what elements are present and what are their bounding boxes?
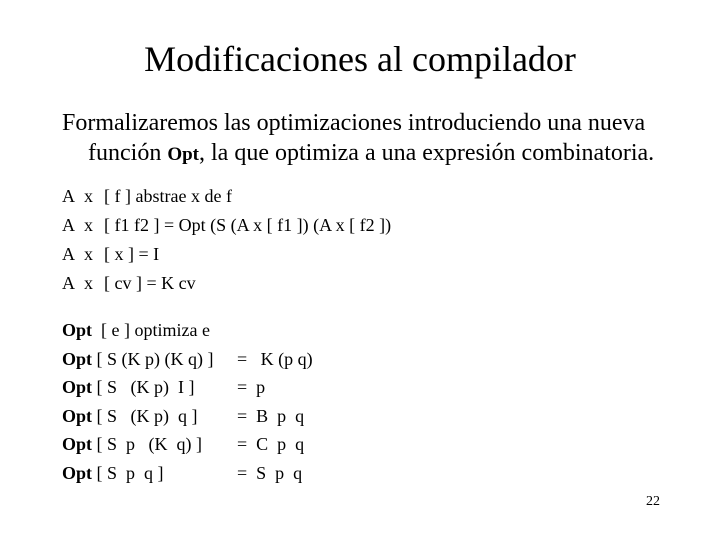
opt-rule-rhs: = B p q: [237, 405, 305, 426]
opt-keyword: Opt: [62, 462, 93, 483]
rule-x: x: [84, 273, 93, 293]
opt-rule-lhs: [ S p q ]: [92, 462, 164, 483]
rule-a: A: [62, 186, 75, 206]
intro-line-2-after: , la que optimiza a una expresión combinatoria.: [199, 140, 655, 166]
opt-header: [62, 316, 313, 345]
page-number: 22: [646, 494, 660, 509]
rule-a: A: [62, 273, 75, 293]
rule-body: [ cv ] = K cv: [104, 273, 196, 293]
abstraction-rule: [62, 240, 391, 269]
opt-keyword: Opt: [62, 320, 93, 340]
intro-line-2: [62, 138, 682, 170]
rule-x: x: [84, 186, 93, 206]
slide-title: Modificaciones al compilador: [144, 39, 576, 79]
abstraction-rule: [62, 182, 391, 211]
rule-a: A: [62, 215, 75, 235]
opt-rule: [62, 345, 313, 374]
intro-line-1: Formalizaremos las optimizaciones introduciendo una nueva: [62, 110, 646, 136]
abstraction-rules: [62, 182, 391, 298]
intro-paragraph: [62, 108, 682, 170]
opt-keyword: Opt: [62, 377, 93, 397]
rule-body: [ x ] = I: [104, 244, 160, 264]
opt-keyword: Opt: [62, 434, 93, 454]
opt-rule-lhs: [ S p (K q) ]: [92, 434, 203, 454]
optimization-rules: [62, 316, 313, 487]
opt-keyword: Opt: [62, 348, 93, 369]
opt-rule: [62, 430, 313, 459]
opt-rule-lhs: [ S (K p) q ]: [92, 405, 198, 426]
opt-rule-rhs: = p: [237, 377, 266, 397]
opt-rule-rhs: = S p q: [237, 462, 303, 483]
abstraction-rule: [62, 211, 391, 240]
rule-body: [ f ] abstrae x de f: [104, 186, 232, 206]
intro-line-2-before: función: [88, 140, 168, 166]
opt-rule: [62, 459, 313, 488]
rule-x: x: [84, 244, 93, 264]
opt-function-name: Opt: [167, 144, 199, 165]
opt-rule-rhs: = K (p q): [237, 348, 313, 369]
opt-keyword: Opt: [62, 405, 93, 426]
opt-rule-rhs: = C p q: [237, 434, 305, 454]
rule-x: x: [84, 215, 93, 235]
rule-a: A: [62, 244, 75, 264]
opt-rule-lhs: [ S (K p) (K q) ]: [92, 348, 214, 369]
rule-body: [ f1 f2 ] = Opt (S (A x [ f1 ]) (A x [ f2 ]): [104, 215, 392, 235]
abstraction-rule: [62, 269, 391, 298]
opt-rule-lhs: [ S (K p) I ]: [92, 377, 195, 397]
opt-rule: [62, 402, 313, 431]
opt-header-text: [ e ] optimiza e: [92, 320, 210, 340]
opt-rule: [62, 373, 313, 402]
